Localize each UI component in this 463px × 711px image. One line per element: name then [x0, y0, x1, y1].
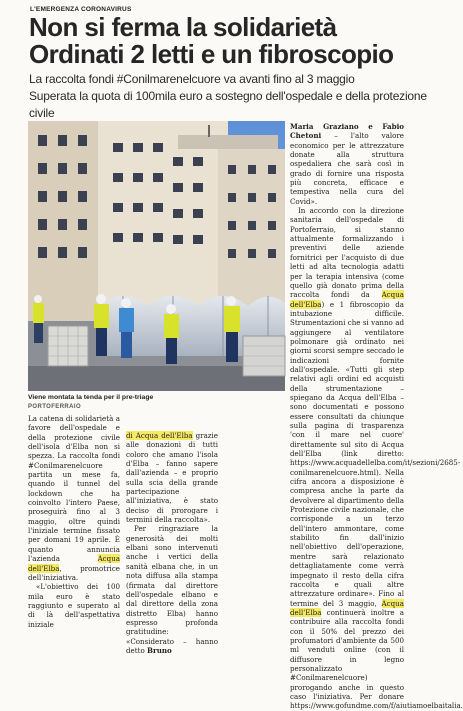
article-deck — [29, 71, 429, 122]
section-kicker: L'EMERGENZA CORONAVIRUS — [30, 6, 132, 13]
col1-paragraph-2: «L'obiettivo dei 100 mila euro è stato raggiunto e superato al di là dell'aspettativa iniziale — [28, 582, 120, 629]
headline-line-2: Ordinati 2 letti e un fibroscopio — [29, 39, 394, 69]
col2-p1-text: grazie alle donazioni di tutti coloro che amano l'isola d'Elba – fanno sapere dall'azienda – e proprio sulla scia della grande partecipazione all'iniziativa, è stato deciso di prorogare i termini della raccolta». — [126, 431, 219, 525]
col2-p2-name: Bruno — [146, 645, 172, 655]
col3-p1-text: – l'alto valore economico per le attrezzature donate alla struttura ospedaliera che sarà così in grado di fornire una risposta più concreta, efficace e tempestiva nella cura del Covid». — [290, 131, 404, 206]
col2-paragraph-2 — [126, 524, 218, 655]
headline-line-1: Non si ferma la solidarietà — [29, 12, 337, 42]
hospital-photo — [28, 121, 285, 391]
highlight-acqua-dell-elba: Acqua dell'Elba — [290, 290, 404, 309]
col3-paragraph-2 — [290, 206, 463, 711]
dateline: PORTOFERRAIO — [28, 404, 82, 410]
article-headline — [29, 14, 429, 68]
col3-paragraph-1 — [290, 122, 404, 206]
col3-p2-text: In accordo con la direzione sanitaria dell'ospedale di Portoferraio, si stanno attualmente formalizzando i preventivi delle aziende fornitrici per l'acquisto di due letti ad alta tecnologia adatti per la terapia intensiva (come quello già donato prima della raccolta fondi da — [290, 206, 404, 300]
article-column-2 — [126, 431, 218, 655]
deck-line-1: La raccolta fondi #Conilmarenelcuore va avanti fino al 3 maggio — [29, 72, 355, 86]
col1-p1b-text: , promotrice dell'iniziativa. — [28, 563, 120, 582]
col1-paragraph-1 — [28, 414, 120, 582]
highlight-acqua-dell-elba: Acqua dell'Elba — [28, 554, 120, 573]
col1-p1-text: La catena di solidarietà a favore dell'ospedale e della protezione civile dell'isola d'Elba non si spezza. La raccolta fondi #Conilmarenelcuore partita un mese fa, quando il tunnel del lockdown che ha coinvolto l'intero Paese, proseguirà fino al 3 maggio, oltre quindi l'iniziale termine fissato per domani 19 aprile. È quanto annuncia l'azienda — [28, 414, 120, 564]
article-column-1 — [28, 414, 120, 629]
col2-paragraph-1 — [126, 431, 218, 524]
article-column-3 — [290, 122, 463, 711]
col2-p2-text: Per ringraziare la generosità dei molti elbani sono intervenuti anche i vertici della sanità elbana che, in un nota diffusa alla stampa (firmata dal direttore dell'ospedale elbano e dal direttore della zona distretto Elba) hanno espresso profonda gratitudine: «Considerato – hanno detto — [126, 524, 218, 655]
deck-line-2: Superata la quota di 100mila euro a sostegno dell'ospedale e della protezione civile — [29, 89, 427, 120]
hospital-photo-illustration — [28, 121, 285, 391]
col3-p2c-text: continuerà inoltre a contribuire alla raccolta fondi con il 50% del prezzo dei profumatori d'ambiente da 500 ml venduti online (con il diffusore in legno personalizzato #Conilmarenelcuore) prorogando anche in questo caso l'iniziativa. Per donare https://www.gofundme.com/f/aiutiamoelbaitalia. — [290, 607, 463, 711]
highlight-acqua-dell-elba: Acqua dell'Elba — [290, 598, 404, 617]
col3-p2b-text: ) e 1 fibroscopio da intubazione difficile. Strumentazioni che si vanno ad aggiungere al ventilatore polmonare già ordinato nei giorni scorsi sempre seccado le indicazioni fornite dall'ospedale. «Tutti gli step relativi agli ordini ed acquisti della strumentazione – spiegano da Acqua dell'Elba – sono documentati e possono essere consultati da chiunque sulla pagina di trasparenza 'con il mare nel cuore' direttamente sul sito di Acqua dell'Elba (link diretto: https://www.acquadellelba.com/it/sezioni/2685-conilmarenelcuore.html). Nella cifra ancora a disposizione è compresa anche la parte da devolvere al dipartimento della Protezione civile nazionale, che corrisponde a un terzo dell'intero ammontare, come stabilito fin dall'inizio nell'obiettivo dell'operazione, mentre sarà relazionato dettagliatamente come verrà impegnato il resto della cifra raccolta e quali altre attrezzature ordinare». Fino al termine del 3 maggio, — [290, 299, 461, 608]
col3-byline: Maria Graziano e Fabio Chetoni — [290, 122, 404, 141]
photo-caption: Viene montata la tenda per il pre-triage — [28, 394, 154, 401]
highlight-acqua-dell-elba: di Acqua dell'Elba — [126, 431, 193, 440]
